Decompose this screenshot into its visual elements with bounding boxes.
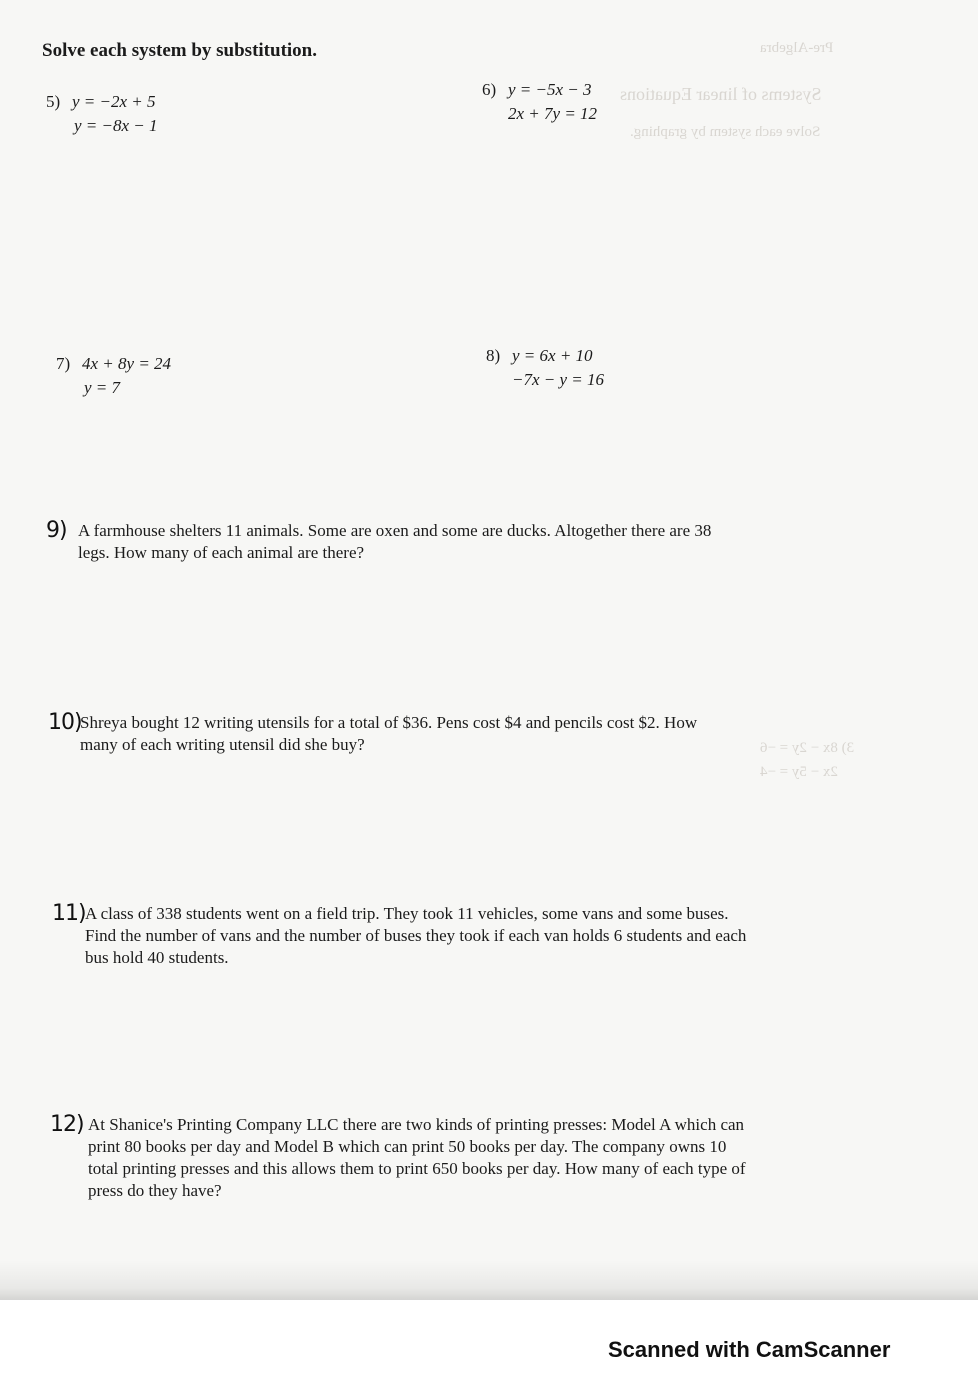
equation: y = 6x + 10 bbox=[512, 346, 593, 365]
problem-number: 8) bbox=[486, 346, 501, 365]
problem-text bbox=[80, 712, 697, 756]
equation: 4x + 8y = 24 bbox=[82, 354, 172, 373]
bleed-through-text: 2x − 5y = −4 bbox=[760, 764, 838, 780]
equation: −7x − y = 16 bbox=[512, 370, 605, 389]
handwritten-problem-number: 10) bbox=[48, 710, 82, 735]
problem-text-line: At Shanice's Printing Company LLC there are two kinds of printing presses: Model A which can bbox=[88, 1115, 745, 1134]
system-problem-8 bbox=[486, 344, 806, 396]
equation-pair bbox=[508, 78, 597, 126]
problem-text bbox=[78, 520, 711, 564]
camscanner-watermark: Scanned with CamScanner bbox=[608, 1337, 891, 1362]
equation: y = −8x − 1 bbox=[74, 116, 158, 135]
page-edge-shadow bbox=[0, 1260, 978, 1300]
bleed-through-text: Systems of linear Equations bbox=[620, 84, 822, 104]
problem-text-line: many of each writing utensil did she buy? bbox=[80, 735, 365, 754]
equation: y = −2x + 5 bbox=[72, 92, 156, 111]
word-problem-9 bbox=[46, 520, 846, 568]
problem-text-line: bus hold 40 students. bbox=[85, 948, 229, 967]
word-problem-12 bbox=[50, 1114, 860, 1206]
bleed-through-text: Solve each system by graphing. bbox=[630, 124, 821, 140]
equation: y = −5x − 3 bbox=[508, 80, 592, 99]
handwritten-problem-number: 9) bbox=[46, 518, 67, 543]
problem-text-line: Shreya bought 12 writing utensils for a total of $36. Pens cost $4 and pencils cost $2. How bbox=[80, 713, 698, 732]
system-problem-5 bbox=[46, 90, 366, 142]
equation-pair bbox=[72, 90, 158, 138]
equation-pair bbox=[512, 344, 604, 392]
equation-pair bbox=[82, 352, 171, 400]
problem-number: 6) bbox=[482, 80, 497, 99]
problem-text-line: press do they have? bbox=[88, 1181, 222, 1200]
problem-text-line: total printing presses and this allows them to print 650 books per day. How many of each type of bbox=[88, 1159, 746, 1178]
system-problem-7 bbox=[56, 352, 376, 404]
problem-text-line: Find the number of vans and the number of buses they took if each van holds 6 students and each bbox=[85, 926, 747, 945]
bleed-through-text: Pre-Algebra bbox=[760, 40, 834, 56]
problem-text-line: A farmhouse shelters 11 animals. Some are oxen and some are ducks. Altogether there are 38 bbox=[78, 521, 712, 540]
handwritten-problem-number: 11) bbox=[52, 901, 86, 926]
equation: y = 7 bbox=[84, 378, 121, 397]
problem-number: 5) bbox=[46, 92, 61, 111]
word-problem-10 bbox=[48, 712, 848, 760]
problem-text-line: print 80 books per day and Model B which can print 50 books per day. The company owns 10 bbox=[88, 1137, 727, 1156]
equation: 2x + 7y = 12 bbox=[508, 104, 598, 123]
problem-text-line: A class of 338 students went on a field trip. They took 11 vehicles, some vans and some buses. bbox=[85, 904, 729, 923]
system-problem-6 bbox=[482, 78, 802, 130]
problem-text bbox=[85, 903, 746, 969]
bleed-through-text: 3) 8x − 2y = −6 bbox=[760, 740, 855, 756]
problem-text bbox=[88, 1114, 746, 1202]
worksheet-heading: Solve each system by substitution. bbox=[42, 40, 317, 61]
problem-text-line: legs. How many of each animal are there? bbox=[78, 543, 365, 562]
problem-number: 7) bbox=[56, 354, 71, 373]
handwritten-problem-number: 12) bbox=[50, 1112, 84, 1137]
word-problem-11 bbox=[52, 903, 862, 973]
